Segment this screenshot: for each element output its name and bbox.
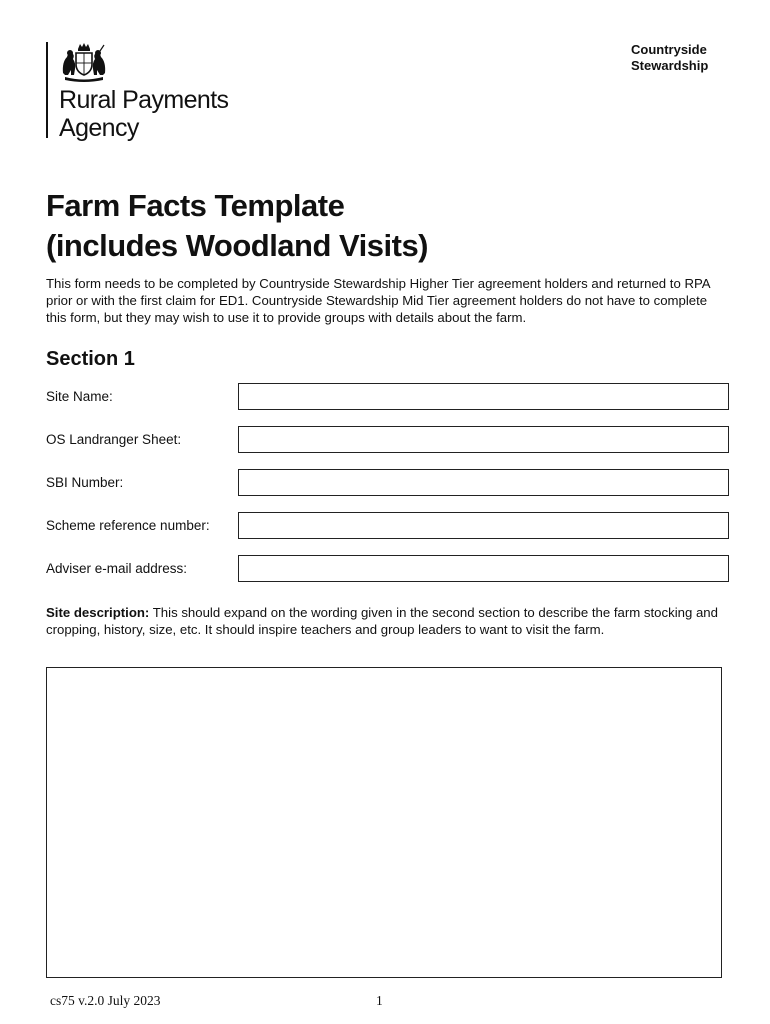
form-reference: cs75 v.2.0 July 2023 <box>50 993 161 1008</box>
scheme-ref-label: Scheme reference number: <box>46 518 210 533</box>
os-sheet-row <box>46 426 723 455</box>
adviser-email-input[interactable] <box>238 555 729 582</box>
sbi-number-input[interactable] <box>238 469 729 496</box>
title-text: Farm Facts Template (includes Woodland Visits) <box>46 188 429 263</box>
site-description-text <box>46 604 726 638</box>
sbi-number-label: SBI Number: <box>46 475 124 490</box>
scheme-ref-row <box>46 512 723 541</box>
site-description-body: This should expand on the wording given in the second section to describe the farm stocking and cropping, history, size, etc. It should inspire teachers and group leaders to want to visit the farm. <box>46 605 718 637</box>
adviser-email-row <box>46 555 723 584</box>
section-heading: Section 1 <box>46 348 135 370</box>
os-sheet-input[interactable] <box>238 426 729 453</box>
agency-name: Rural Payments Agency <box>59 86 229 142</box>
sbi-number-row <box>46 469 723 498</box>
page-number: 1 <box>376 993 383 1008</box>
site-description-lead: Site description: <box>46 605 150 620</box>
site-name-label: Site Name: <box>46 389 113 404</box>
scheme-ref-input[interactable] <box>238 512 729 539</box>
page-title <box>46 186 726 266</box>
programme-name: Countryside Stewardship <box>631 42 709 73</box>
agency-logo <box>46 42 229 142</box>
intro-text: This form needs to be completed by Countryside Stewardship Higher Tier agreement holders and returned to RPA prior or with the first claim for ED1. Countryside Stewardship Mid Tier agreement holders do not have to complete this form, but they may wish to use it to provide groups with details about the farm. <box>46 276 710 325</box>
site-description-input[interactable] <box>46 667 722 978</box>
os-sheet-label: OS Landranger Sheet: <box>46 432 182 447</box>
site-name-input[interactable] <box>238 383 729 410</box>
royal-coat-of-arms-icon <box>59 42 109 82</box>
site-name-row <box>46 383 723 412</box>
adviser-email-label: Adviser e-mail address: <box>46 561 188 576</box>
